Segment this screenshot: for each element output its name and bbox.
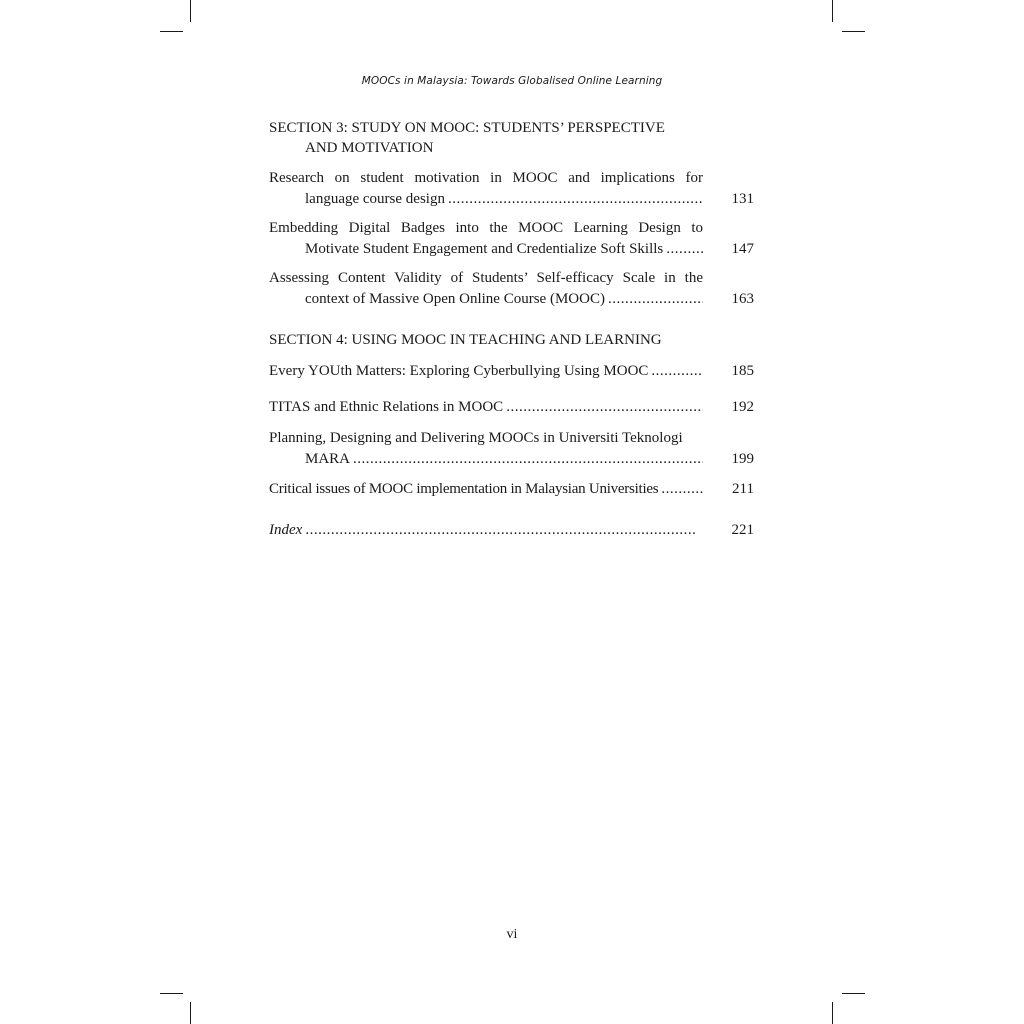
crop-mark [832,0,833,22]
toc-entry-title-cont: Motivate Student Engagement and Credentialize Soft Skills [305,241,664,257]
dot-leader [666,239,703,260]
toc-entry-title-cont: language course design [305,191,445,207]
dot-leader [353,449,703,470]
toc-entry-title: Every YOUth Matters: Exploring Cyberbullying Using MOOC [269,363,649,379]
section-heading [269,330,729,350]
toc-entry-leader [269,397,703,418]
toc-entry-title: Assessing Content Validity of Students’ Self-efficacy Scale in the [269,270,703,286]
dot-leader [651,361,703,382]
toc-entry[interactable] [269,479,756,500]
running-head: MOOCs in Malaysia: Towards Globalised Online Learning [361,75,663,87]
section-heading [269,118,709,158]
toc-entry-title: Embedding Digital Badges into the MOOC Learning Design to [269,220,703,236]
toc-entry[interactable] [269,397,756,418]
crop-mark [842,993,865,994]
toc-page-number: 192 [731,399,754,415]
toc-entry-leader [269,361,703,382]
dot-leader [661,479,703,500]
section-heading-line1: SECTION 4: USING MOOC IN TEACHING AND LEARNING [269,332,662,348]
toc-entry[interactable] [269,268,756,310]
toc-entry-title: TITAS and Ethnic Relations in MOOC [269,399,504,415]
crop-mark [190,1002,191,1024]
toc-entry[interactable] [269,168,756,210]
toc-entry-leader [269,189,703,210]
toc-entry-leader [269,449,703,470]
toc-page-number: 221 [731,522,754,538]
crop-mark [832,1002,833,1024]
toc-entry[interactable] [269,361,756,382]
toc-page-number: 147 [731,241,754,257]
section-heading-line1: SECTION 3: STUDY ON MOOC: STUDENTS’ PERSPECTIVE [269,120,665,136]
dot-leader [305,520,697,541]
toc-entry-title: Critical issues of MOOC implementation in Malaysian Universities [269,481,659,497]
toc-page-number: 163 [731,291,754,307]
crop-mark [190,0,191,22]
dot-leader [448,189,703,210]
toc-page-number: 185 [731,363,754,379]
toc-page-number: 131 [731,191,754,207]
crop-mark [160,993,183,994]
crop-mark [160,31,183,32]
toc-entry-leader [269,239,703,260]
toc-entry-leader [269,520,697,541]
toc-entry-title-cont: MARA [305,451,351,467]
toc-entry-index[interactable] [269,520,756,541]
toc-entry-leader [269,479,703,500]
section-heading-line2: AND MOTIVATION [305,140,434,156]
page-folio: vi [506,927,518,942]
toc-entry-title: Planning, Designing and Delivering MOOCs in Universiti Teknologi [269,430,683,446]
dot-leader [506,397,703,418]
dot-leader [608,289,703,310]
toc-entry-leader [269,289,703,310]
toc-entry-title-cont: context of Massive Open Online Course (MOOC) [305,291,605,307]
toc-entry-title: Research on student motivation in MOOC and implications for [269,170,703,186]
toc-entry[interactable] [269,428,756,470]
toc-page-number: 199 [731,451,754,467]
toc-entry-title: Index [269,522,303,538]
crop-mark [842,31,865,32]
toc-page-number: 211 [732,481,754,497]
toc-entry[interactable] [269,218,756,260]
